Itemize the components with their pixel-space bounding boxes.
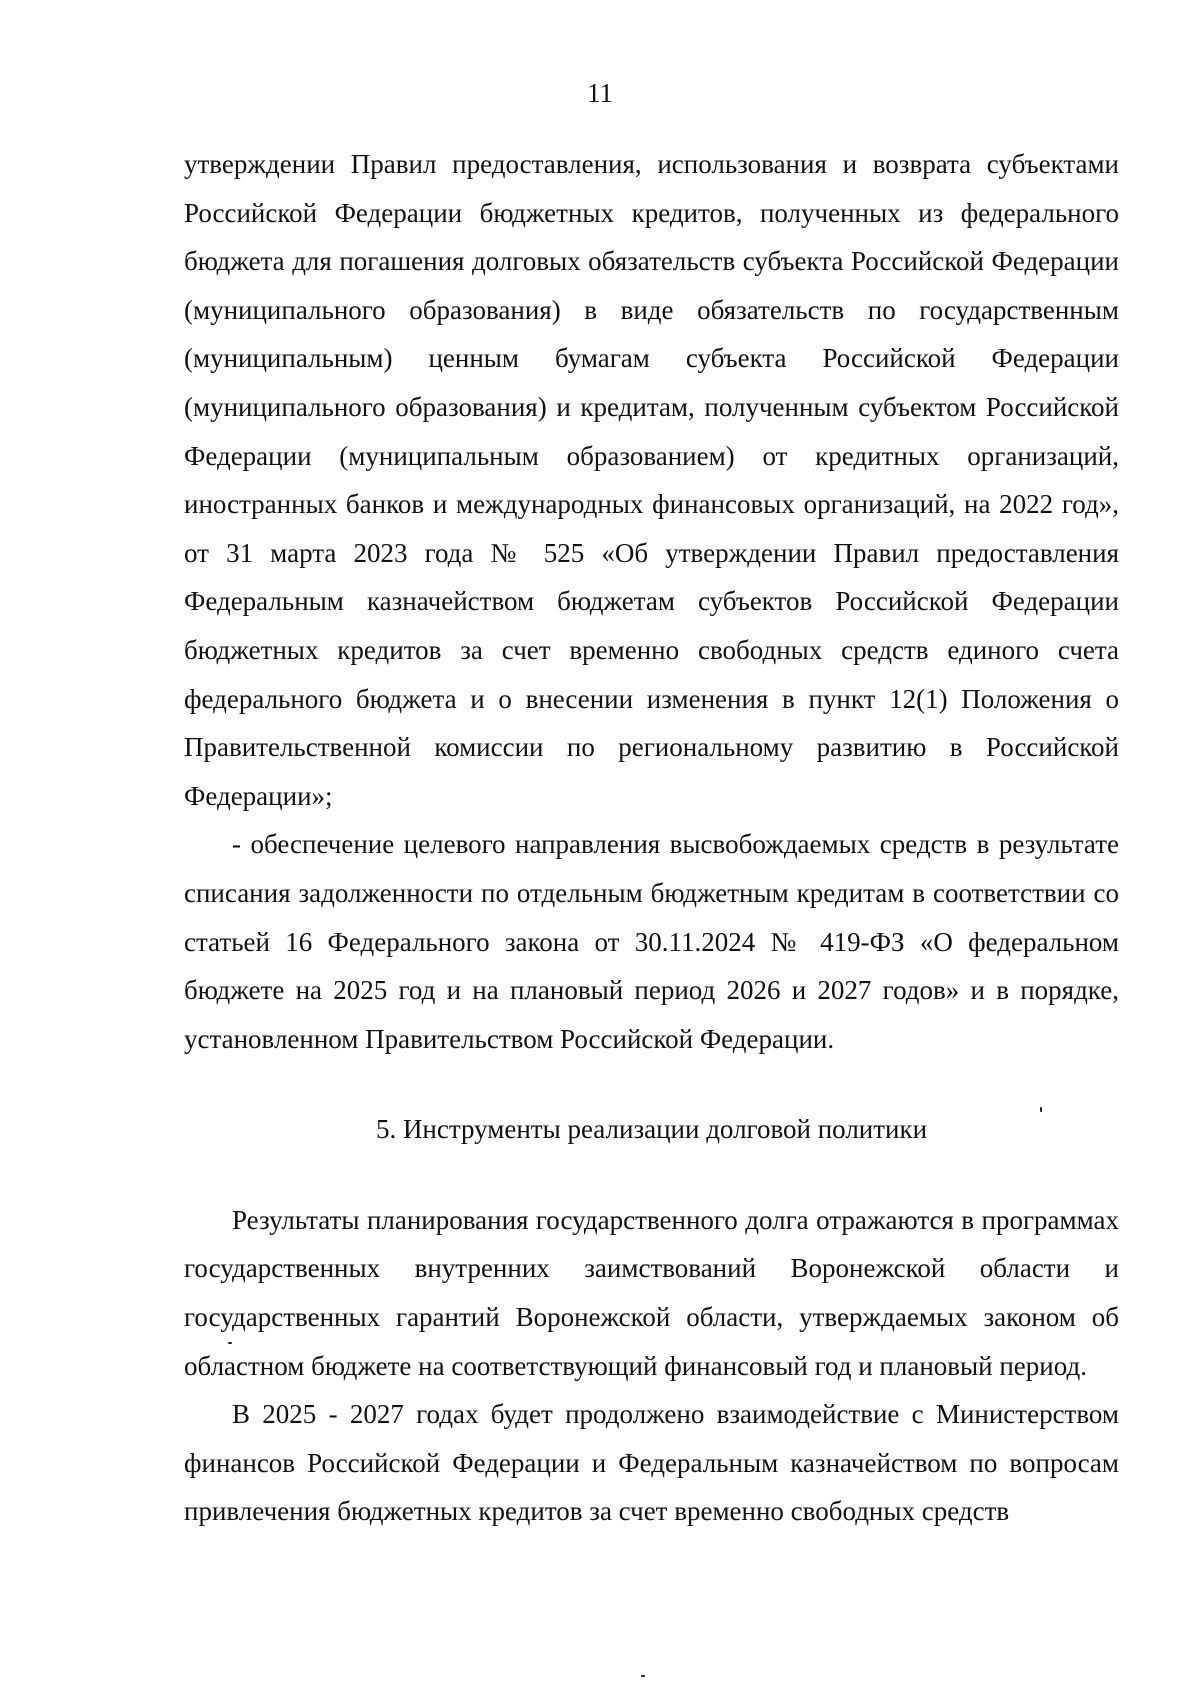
page-number: 11 (587, 78, 613, 108)
scan-speck (641, 1675, 645, 1677)
spacer (184, 1154, 1119, 1196)
spacer (184, 1063, 1119, 1105)
paragraph-continuation: утверждении Правил предоставления, использования и возврата субъектами Российской Федерации бюджетных кредитов, полученных из федерального бюджета для погашения долговых обязательств субъекта Российской Федерации (муниципального образования) в виде обязательств по государственным (муниципальным) ценным бумагам субъекта Российской Федерации (муниципального образования) и кредитам, полученным субъектом Российской Федерации (муниципальным образованием) от кредитных организаций, иностранных банков и международных финансовых организаций, на 2022 год», от 31 марта 2023 года № 525 «Об утверждении Правил предоставления Федеральным казначейством бюджетам субъектов Российской Федерации бюджетных кредитов за счет временно свободных средств единого счета федерального бюджета и о внесении изменения в пункт 12(1) Положения о Правительственной комиссии по региональному развитию в Российской Федерации»; (184, 149, 1119, 811)
paragraph-results: Результаты планирования государственного долга отражаются в программах государственных внутренних заимствований Воронежской области и государственных гарантий Воронежской области, утверждаемых законом об областном бюджете на соответствующий финансовый год и плановый период. (184, 1204, 1119, 1381)
paragraph-list-item: - обеспечение целевого направления высвобождаемых средств в результате списания задолженности по отдельным бюджетным кредитам в соответствии со статьей 16 Федерального закона от 30.11.2024 № 419-ФЗ «О федеральном бюджете на 2025 год и на плановый период 2026 и 2027 годов» и в порядке, установленном Правительством Российской Федерации. (184, 829, 1119, 1054)
scan-speck (1040, 1107, 1042, 1112)
scan-speck (228, 1342, 232, 1344)
paragraph-interaction: В 2025 - 2027 годах будет продолжено взаимодействие с Министерством финансов Российской Федерации и Федеральным казначейством по вопросам привлечения бюджетных кредитов за счет временно свободных средств (184, 1399, 1119, 1527)
section-heading: 5. Инструменты реализации долговой политики (375, 1114, 928, 1145)
document-body (184, 140, 1119, 1536)
